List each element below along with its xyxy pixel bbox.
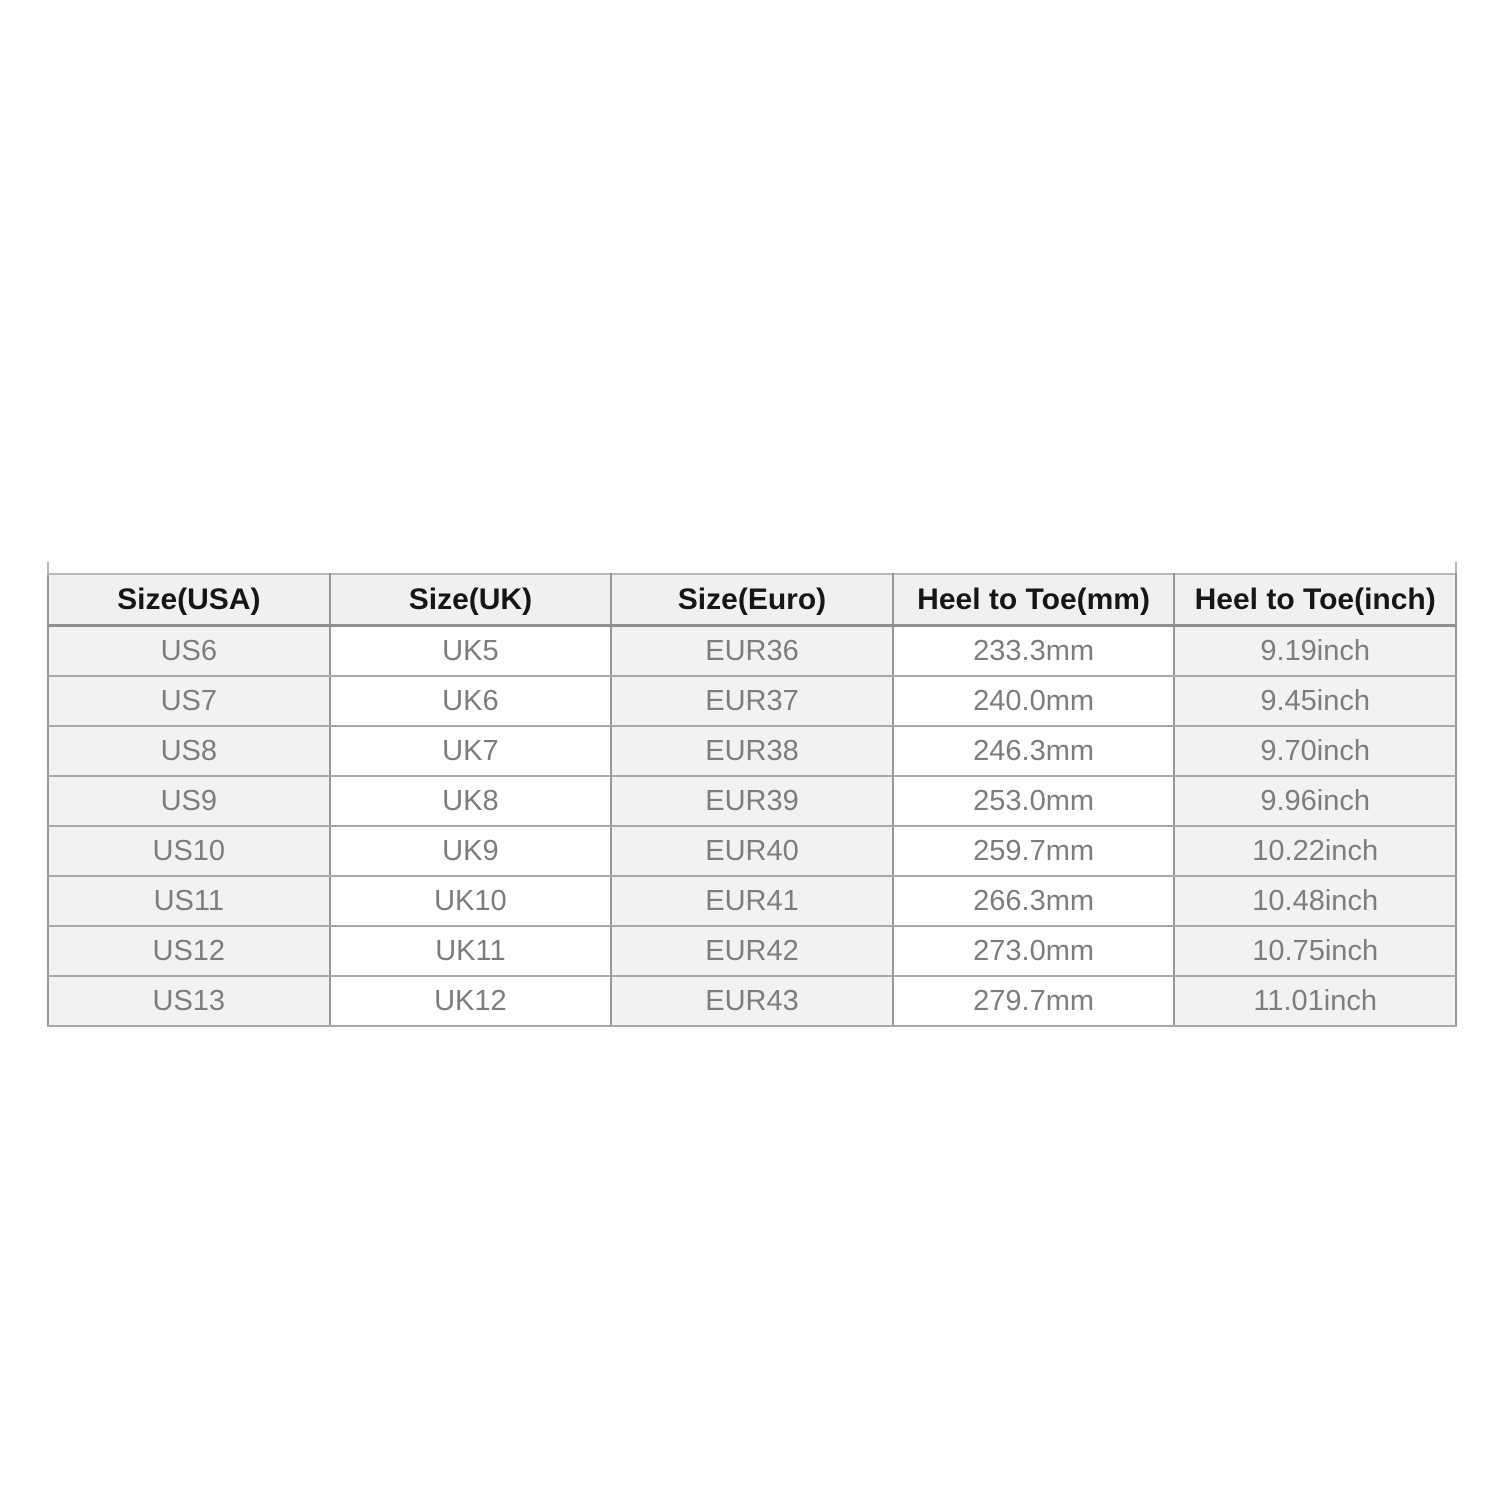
cell-size-euro: EUR36 bbox=[611, 626, 893, 677]
cell-size-usa: US11 bbox=[48, 876, 330, 926]
cell-size-uk: UK11 bbox=[330, 926, 612, 976]
column-header-heel-to-toe-mm: Heel to Toe(mm) bbox=[893, 574, 1175, 626]
cell-heel-to-toe-inch: 9.96inch bbox=[1174, 776, 1456, 826]
column-header-size-euro: Size(Euro) bbox=[611, 574, 893, 626]
cell-size-euro: EUR41 bbox=[611, 876, 893, 926]
cell-size-usa: US7 bbox=[48, 676, 330, 726]
cell-size-uk: UK10 bbox=[330, 876, 612, 926]
cell-heel-to-toe-mm: 259.7mm bbox=[893, 826, 1175, 876]
cell-size-usa: US6 bbox=[48, 626, 330, 677]
cell-size-usa: US10 bbox=[48, 826, 330, 876]
cell-size-euro: EUR40 bbox=[611, 826, 893, 876]
cell-size-euro: EUR37 bbox=[611, 676, 893, 726]
table-left-edge-line bbox=[47, 562, 49, 573]
cell-size-usa: US13 bbox=[48, 976, 330, 1026]
table-right-edge-line bbox=[1455, 562, 1457, 573]
cell-size-uk: UK12 bbox=[330, 976, 612, 1026]
cell-heel-to-toe-inch: 10.22inch bbox=[1174, 826, 1456, 876]
cell-heel-to-toe-inch: 10.75inch bbox=[1174, 926, 1456, 976]
cell-size-usa: US8 bbox=[48, 726, 330, 776]
table-row bbox=[48, 626, 1456, 677]
table-row bbox=[48, 976, 1456, 1026]
column-header-heel-to-toe-inch: Heel to Toe(inch) bbox=[1174, 574, 1456, 626]
cell-heel-to-toe-mm: 240.0mm bbox=[893, 676, 1175, 726]
cell-size-uk: UK9 bbox=[330, 826, 612, 876]
size-chart-container bbox=[47, 573, 1457, 1027]
column-header-size-uk: Size(UK) bbox=[330, 574, 612, 626]
cell-size-uk: UK6 bbox=[330, 676, 612, 726]
cell-heel-to-toe-mm: 266.3mm bbox=[893, 876, 1175, 926]
cell-heel-to-toe-inch: 9.45inch bbox=[1174, 676, 1456, 726]
table-row bbox=[48, 876, 1456, 926]
table-row bbox=[48, 676, 1456, 726]
cell-size-usa: US12 bbox=[48, 926, 330, 976]
cell-heel-to-toe-mm: 246.3mm bbox=[893, 726, 1175, 776]
cell-size-euro: EUR38 bbox=[611, 726, 893, 776]
cell-size-uk: UK7 bbox=[330, 726, 612, 776]
column-header-size-usa: Size(USA) bbox=[48, 574, 330, 626]
cell-size-uk: UK5 bbox=[330, 626, 612, 677]
cell-size-uk: UK8 bbox=[330, 776, 612, 826]
table-row bbox=[48, 726, 1456, 776]
table-row bbox=[48, 926, 1456, 976]
cell-heel-to-toe-inch: 9.19inch bbox=[1174, 626, 1456, 677]
shoe-size-conversion-table bbox=[47, 573, 1457, 1027]
header-row bbox=[48, 574, 1456, 626]
cell-size-euro: EUR39 bbox=[611, 776, 893, 826]
cell-size-euro: EUR43 bbox=[611, 976, 893, 1026]
cell-heel-to-toe-inch: 9.70inch bbox=[1174, 726, 1456, 776]
cell-size-euro: EUR42 bbox=[611, 926, 893, 976]
cell-heel-to-toe-mm: 273.0mm bbox=[893, 926, 1175, 976]
cell-heel-to-toe-mm: 253.0mm bbox=[893, 776, 1175, 826]
cell-heel-to-toe-inch: 10.48inch bbox=[1174, 876, 1456, 926]
table-row bbox=[48, 826, 1456, 876]
cell-heel-to-toe-inch: 11.01inch bbox=[1174, 976, 1456, 1026]
cell-size-usa: US9 bbox=[48, 776, 330, 826]
cell-heel-to-toe-mm: 279.7mm bbox=[893, 976, 1175, 1026]
cell-heel-to-toe-mm: 233.3mm bbox=[893, 626, 1175, 677]
table-row bbox=[48, 776, 1456, 826]
